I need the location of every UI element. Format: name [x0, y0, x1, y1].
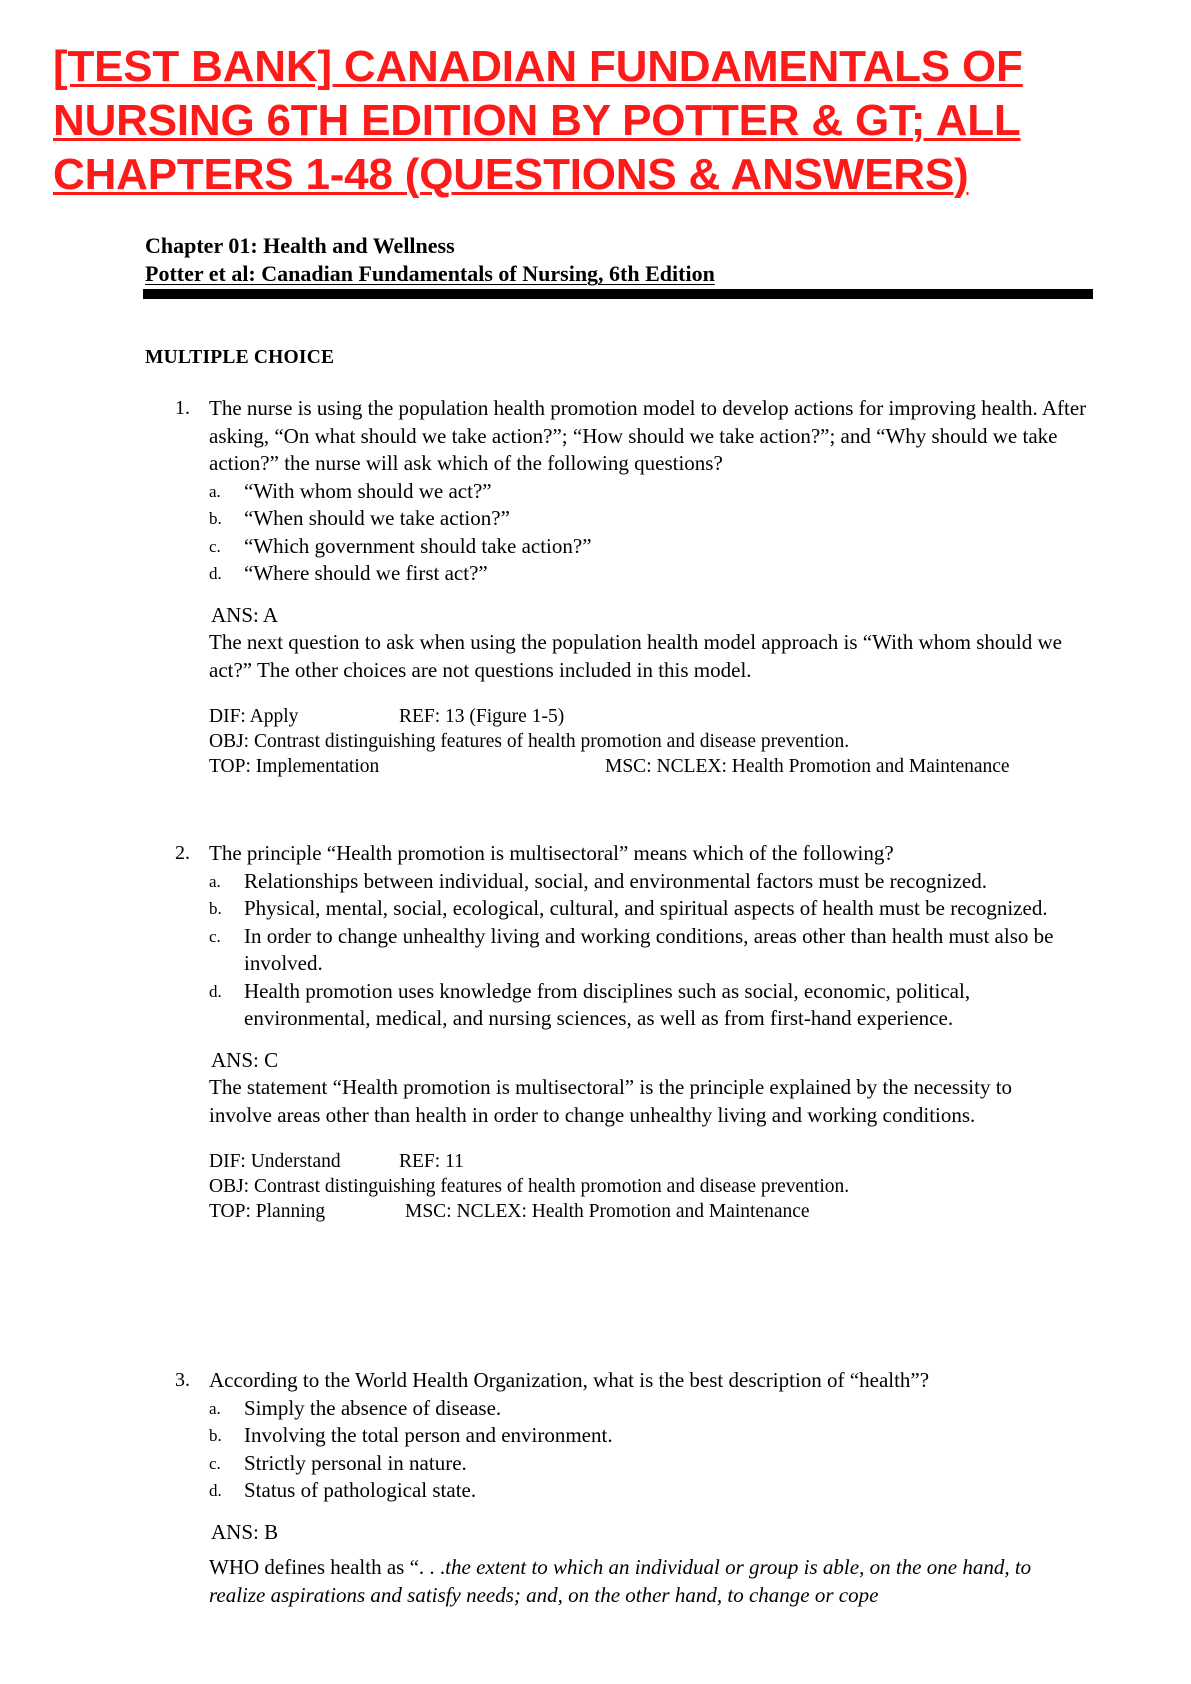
option-letter: c. [209, 926, 221, 946]
option-c [175, 1450, 1135, 1478]
option-a [175, 478, 1135, 506]
chapter-header [145, 232, 715, 288]
option-letter: c. [209, 536, 221, 556]
option-a [175, 868, 1009, 896]
rationale-quote: the extent to which an individual or group is able, on the one hand, to realize aspirations and satisfy needs; and, on the other hand, to change or cope [209, 1555, 1032, 1607]
rationale [175, 1554, 1089, 1609]
question-number: 3. [175, 1369, 190, 1391]
answer: ANS: B [211, 1519, 279, 1544]
option-text: Strictly personal in nature. [244, 1450, 467, 1475]
option-letter: a. [209, 1398, 221, 1418]
chapter-subtitle: Potter et al: Canadian Fundamentals of Nursing, 6th Edition [145, 261, 715, 286]
msc: MSC: NCLEX: Health Promotion and Maintenance [405, 1201, 810, 1222]
option-text: Physical, mental, social, ecological, cultural, and spiritual aspects of health must be recognized. [244, 896, 1048, 920]
option-b [175, 1422, 1135, 1450]
option-text: Status of pathological state. [244, 1478, 477, 1502]
question-metadata [175, 1149, 1135, 1224]
option-letter: c. [209, 1453, 221, 1473]
rationale: The next question to ask when using the population health model approach is “With whom should we act?” The other choices are not questions included in this model. [209, 630, 1062, 682]
option-letter: d. [209, 1481, 222, 1500]
banner-line: [TEST BANK] CANADIAN FUNDAMENTALS OF [53, 42, 1023, 91]
rationale: The statement “Health promotion is multisectoral” is the principle explained by the necessity to involve areas other than health in order to change unhealthy living and working conditions. [209, 1075, 1013, 1127]
option-letter: b. [209, 899, 222, 918]
option-text: “Where should we first act?” [244, 561, 488, 585]
option-b [175, 895, 1064, 923]
option-text: “With whom should we act?” [244, 478, 492, 503]
option-text: Relationships between individual, social, and environmental factors must be recognized. [244, 868, 987, 893]
option-letter: d. [209, 564, 222, 583]
option-d [175, 978, 1074, 1033]
rationale-prefix: WHO defines health as “. . . [209, 1555, 446, 1579]
top: TOP: Implementation [209, 756, 380, 777]
option-letter: b. [209, 1426, 222, 1445]
option-text: “When should we take action?” [244, 506, 510, 530]
option-text: In order to change unhealthy living and working conditions, areas other than health must also be involved. [244, 923, 1054, 975]
option-letter: a. [209, 481, 221, 501]
option-a [175, 1395, 1135, 1423]
msc: MSC: NCLEX: Health Promotion and Maintenance [605, 756, 1010, 777]
option-letter: b. [209, 509, 222, 528]
ref: REF: 11 [399, 1151, 464, 1172]
option-text: Involving the total person and environment. [244, 1423, 613, 1447]
question-number: 2. [175, 842, 190, 864]
question-2 [175, 840, 1135, 1224]
question-stem: According to the World Health Organization, what is the best description of “health”? [209, 1368, 930, 1392]
section-heading: MULTIPLE CHOICE [145, 347, 335, 368]
banner-line: CHAPTERS 1-48 (QUESTIONS & ANSWERS) [53, 150, 969, 199]
option-c [175, 533, 1135, 561]
question-metadata [175, 704, 1135, 779]
dif: DIF: Understand [209, 1151, 341, 1172]
option-b [175, 505, 1135, 533]
chapter-title: Chapter 01: Health and Wellness [145, 233, 455, 258]
title-banner [53, 40, 1163, 202]
option-text: “Which government should take action?” [244, 533, 592, 558]
answer: ANS: A [211, 602, 279, 627]
option-c [175, 923, 1089, 978]
question-number: 1. [175, 397, 190, 419]
header-rule [143, 289, 1093, 299]
option-text: Simply the absence of disease. [244, 1395, 502, 1420]
obj: OBJ: Contrast distinguishing features of health promotion and disease prevention. [209, 731, 850, 752]
question-stem: The principle “Health promotion is multisectoral” means which of the following? [209, 841, 894, 865]
dif: DIF: Apply [209, 706, 299, 727]
question-stem: The nurse is using the population health promotion model to develop actions for improving health. After asking, “On what should we take action?”; “How should we take action?”; and “Why should we take action?” the nurse will ask which of the following questions? [209, 396, 1087, 475]
question-3 [175, 1367, 1135, 1609]
option-letter: d. [209, 981, 222, 1001]
answer: ANS: C [211, 1047, 279, 1072]
top: TOP: Planning [209, 1201, 326, 1222]
option-text: Health promotion uses knowledge from disciplines such as social, economic, political, environmental, medical, and nursing sciences, as well as from first-hand experience. [244, 978, 971, 1030]
option-letter: a. [209, 871, 221, 891]
question-1 [175, 395, 1135, 779]
ref: REF: 13 (Figure 1-5) [399, 706, 565, 727]
banner-line: NURSING 6TH EDITION BY POTTER & GT; ALL [53, 96, 1021, 145]
option-d [175, 1477, 1135, 1505]
option-d [175, 560, 1135, 588]
obj: OBJ: Contrast distinguishing features of health promotion and disease prevention. [209, 1176, 850, 1197]
